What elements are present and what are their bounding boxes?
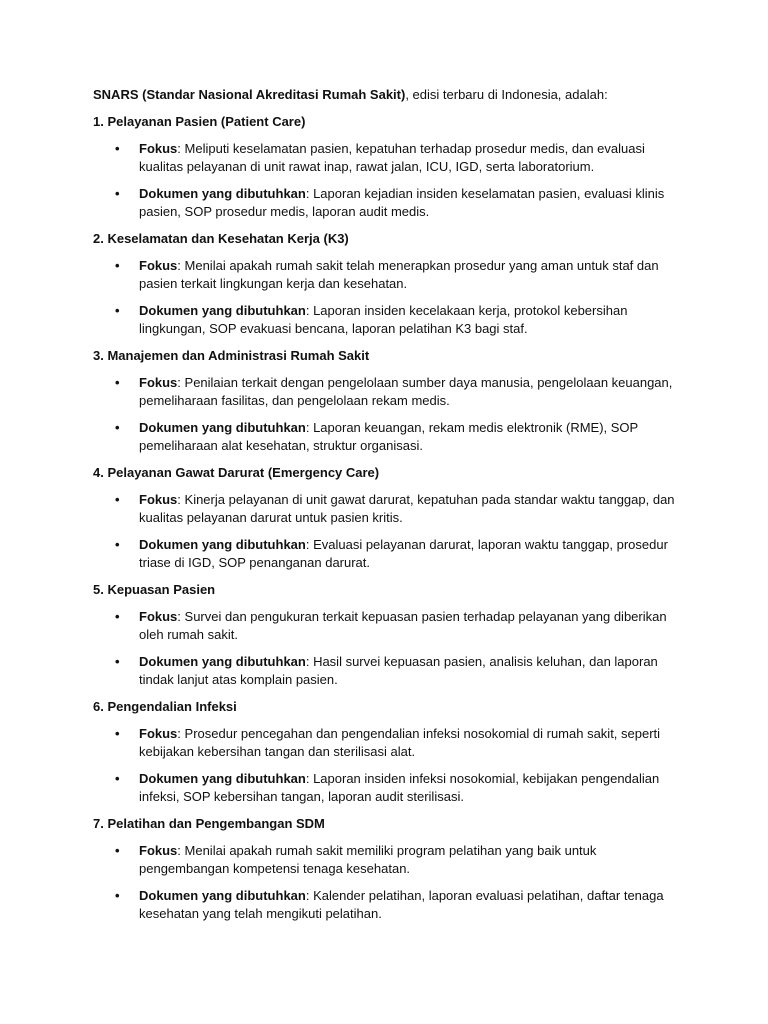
list-item-dokumen — [93, 185, 683, 221]
bullet-icon: • — [115, 843, 120, 858]
fokus-text: : Menilai apakah rumah sakit memiliki program pelatihan yang baik untuk pengembangan kompetensi tenaga kesehatan. — [139, 843, 597, 876]
bullet-icon: • — [115, 654, 120, 669]
intro-paragraph — [93, 86, 683, 104]
list-item-dokumen — [93, 770, 683, 806]
section-title: 4. Pelayanan Gawat Darurat (Emergency Care) — [93, 465, 380, 480]
dokumen-label: Dokumen yang dibutuhkan — [139, 537, 306, 552]
list-item-dokumen — [93, 419, 683, 455]
fokus-label: Fokus — [139, 141, 178, 156]
fokus-text: : Menilai apakah rumah sakit telah menerapkan prosedur yang aman untuk staf dan pasien terkait lingkungan kerja dan kesehatan. — [139, 258, 659, 291]
fokus-label: Fokus — [139, 258, 178, 273]
list-item-fokus — [93, 725, 683, 761]
dokumen-text: : Laporan kejadian insiden keselamatan pasien, evaluasi klinis pasien, SOP prosedur medis, laporan audit medis. — [139, 186, 665, 219]
bullet-list — [93, 257, 683, 338]
bullet-icon: • — [115, 609, 120, 624]
fokus-label: Fokus — [139, 492, 178, 507]
bullet-icon: • — [115, 771, 120, 786]
bullet-list — [93, 608, 683, 689]
section — [93, 464, 683, 572]
document-page — [93, 86, 683, 932]
list-item-fokus — [93, 491, 683, 527]
list-item-dokumen — [93, 302, 683, 338]
bullet-icon: • — [115, 492, 120, 507]
fokus-label: Fokus — [139, 843, 178, 858]
dokumen-label: Dokumen yang dibutuhkan — [139, 888, 306, 903]
section — [93, 230, 683, 338]
fokus-label: Fokus — [139, 609, 178, 624]
bullet-icon: • — [115, 420, 120, 435]
section-title: 7. Pelatihan dan Pengembangan SDM — [93, 816, 325, 831]
fokus-label: Fokus — [139, 375, 178, 390]
bullet-list — [93, 140, 683, 221]
list-item-dokumen — [93, 887, 683, 923]
list-item-dokumen — [93, 653, 683, 689]
intro-text: , edisi terbaru di Indonesia, adalah: — [405, 87, 608, 102]
fokus-text: : Meliputi keselamatan pasien, kepatuhan terhadap prosedur medis, dan evaluasi kualitas pelayanan di unit rawat inap, rawat jalan, ICU, IGD, serta laboratorium. — [139, 141, 645, 174]
section — [93, 698, 683, 806]
section-title: 6. Pengendalian Infeksi — [93, 699, 237, 714]
dokumen-label: Dokumen yang dibutuhkan — [139, 303, 306, 318]
dokumen-text: : Laporan insiden infeksi nosokomial, kebijakan pengendalian infeksi, SOP kebersihan tangan, laporan audit sterilisasi. — [139, 771, 660, 804]
fokus-label: Fokus — [139, 726, 178, 741]
bullet-icon: • — [115, 258, 120, 273]
section — [93, 581, 683, 689]
dokumen-text: : Laporan keuangan, rekam medis elektronik (RME), SOP pemeliharaan alat kesehatan, struktur organisasi. — [139, 420, 638, 453]
dokumen-label: Dokumen yang dibutuhkan — [139, 654, 306, 669]
section — [93, 347, 683, 455]
bullet-list — [93, 491, 683, 572]
section-title: 5. Kepuasan Pasien — [93, 582, 216, 597]
list-item-fokus — [93, 140, 683, 176]
bullet-icon: • — [115, 375, 120, 390]
section — [93, 815, 683, 923]
bullet-list — [93, 842, 683, 923]
list-item-fokus — [93, 842, 683, 878]
list-item-dokumen — [93, 536, 683, 572]
fokus-text: : Penilaian terkait dengan pengelolaan sumber daya manusia, pengelolaan keuangan, pemeliharaan fasilitas, dan pengelolaan rekam medis. — [139, 375, 673, 408]
dokumen-text: : Laporan insiden kecelakaan kerja, protokol kebersihan lingkungan, SOP evakuasi bencana, laporan pelatihan K3 bagi staf. — [139, 303, 628, 336]
dokumen-label: Dokumen yang dibutuhkan — [139, 420, 306, 435]
dokumen-text: : Evaluasi pelayanan darurat, laporan waktu tanggap, prosedur triase di IGD, SOP penanganan darurat. — [139, 537, 668, 570]
dokumen-label: Dokumen yang dibutuhkan — [139, 771, 306, 786]
bullet-icon: • — [115, 537, 120, 552]
section — [93, 113, 683, 221]
dokumen-text: : Kalender pelatihan, laporan evaluasi pelatihan, daftar tenaga kesehatan yang telah mengikuti pelatihan. — [139, 888, 664, 921]
fokus-text: : Kinerja pelayanan di unit gawat darurat, kepatuhan pada standar waktu tanggap, dan kualitas pelayanan darurat untuk pasien kritis. — [139, 492, 675, 525]
list-item-fokus — [93, 374, 683, 410]
intro-bold-text: SNARS (Standar Nasional Akreditasi Rumah Sakit) — [93, 87, 406, 102]
section-title: 2. Keselamatan dan Kesehatan Kerja (K3) — [93, 231, 349, 246]
list-item-fokus — [93, 608, 683, 644]
bullet-icon: • — [115, 141, 120, 156]
sections-container — [93, 113, 683, 923]
section-title: 1. Pelayanan Pasien (Patient Care) — [93, 114, 306, 129]
bullet-icon: • — [115, 888, 120, 903]
bullet-icon: • — [115, 186, 120, 201]
bullet-icon: • — [115, 726, 120, 741]
list-item-fokus — [93, 257, 683, 293]
section-title: 3. Manajemen dan Administrasi Rumah Sakit — [93, 348, 370, 363]
fokus-text: : Prosedur pencegahan dan pengendalian infeksi nosokomial di rumah sakit, seperti kebijakan kebersihan tangan dan sterilisasi alat. — [139, 726, 661, 759]
bullet-list — [93, 374, 683, 455]
dokumen-label: Dokumen yang dibutuhkan — [139, 186, 306, 201]
bullet-icon: • — [115, 303, 120, 318]
fokus-text: : Survei dan pengukuran terkait kepuasan pasien terhadap pelayanan yang diberikan oleh rumah sakit. — [139, 609, 667, 642]
dokumen-text: : Hasil survei kepuasan pasien, analisis keluhan, dan laporan tindak lanjut atas komplain pasien. — [139, 654, 658, 687]
bullet-list — [93, 725, 683, 806]
